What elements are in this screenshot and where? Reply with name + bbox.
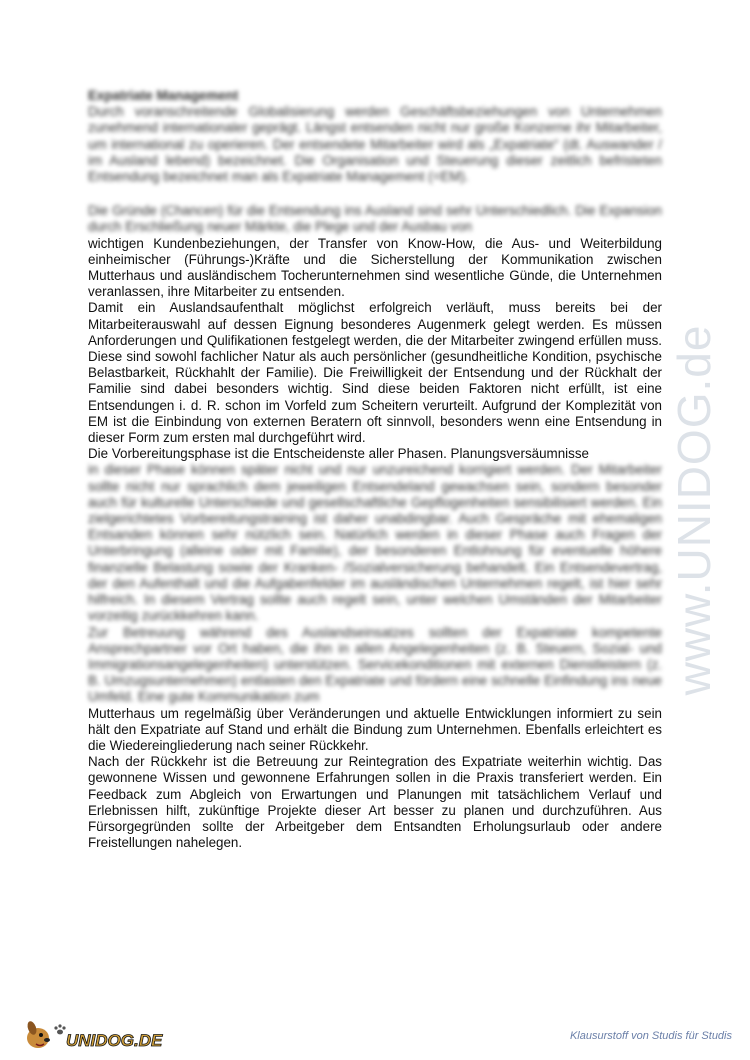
- paragraph-support-blurred: Zur Betreuung während des Auslandseinsatzes sollten der Expatriate kompetente Ansprechpartner vor Ort haben, die ihn in allen Angelegenheiten (z. B. Steuern, Sozial- und Immigrationsangelegenheiten) unterstützen. Servicekonditionen mit externen Dienstleistern (z. B. Umzugsunternehmen) entlasten den Expatriate und fördern eine schnelle Einfindung ins neue Umfeld. Eine gute Kommunikation zum: [88, 624, 662, 705]
- paragraph-return: Nach der Rückkehr ist die Betreuung zur Reintegration des Expatriate weiterhin wichtig. Das gewonnene Wissen und gewonnene Erfahrungen sollen in die Praxis transferiert werden. Ein Feedback zum Abgleich von Erwartungen und Planungen mit tatsächlichem Verlauf und Erlebnissen hilft, zukünftige Projekte dieser Art besser zu planen und durchzuführen. Aus Fürsorgegründen sollte der Arbeitgeber dem Entsandten Erholungsurlaub oder andere Freistellungen nahelegen.: [88, 754, 662, 851]
- watermark-text: www.UNIDOG.de: [668, 324, 721, 696]
- logo-text: UNIDOG.DE: [66, 1031, 163, 1050]
- paragraph-preparation-blurred: in dieser Phase können später nicht und nur unzureichend korrigiert werden. Der Mitarbeiter sollte nicht nur sprachlich dem jeweiligen Entsendeland gewachsen sein, sondern besonder auch für kulturelle Unterschiede und gesellschaftliche Gepflogenheiten sensibilisiert werden. Ein zielgerichtetes Vorbereitungstraining ist daher unabdingbar. Auch Gespräche mit ehemaligen Entsanden können sehr nützlich sein. Natürlich werden in dieser Phase auch Fragen der Unterbringung (alleine oder mit Familie), der besonderen Entlohnung für eventuelle höhere finanzielle Belastung sowie der Kranken- /Sozialversicherung behandelt. Ein Entsendevertrag, der den Aufenthalt und die Aufgabenfelder im ausländischen Unternehmen regelt, ist hier sehr hilfreich. In diesem Vertrag sollte auch regelt sein, unter welchen Umständen der Mitarbeiter vorzeitig zurückkehren kann.: [88, 462, 662, 624]
- paragraph-reasons: wichtigen Kundenbeziehungen, der Transfer von Know-How, die Aus- und Weiterbildung einheimischer (Führungs-)Kräfte und die Sicherstellung der Kommunikation zwischen Mutterhaus und ausländischem Tocherunternehmen sind wesentliche Günde, die Unternehmen veranlassen, ihre Mitarbeiter zu entsenden.: [88, 235, 662, 300]
- document-title: Expatriate Management: [88, 88, 239, 103]
- paragraph-support: Mutterhaus um regelmäßig über Veränderungen und aktuelle Entwicklungen informiert zu sein hält den Expatriate auf Stand und erhält die Bindung zum Unternehmen. Ebenfalls erleichtert es die Wiedereingliederung nach seiner Rückkehr.: [88, 705, 662, 753]
- paragraph-selection: Damit ein Auslandsaufenthalt möglichst erfolgreich verläuft, muss bereits bei der Mitarbeiterauswahl auf dessen Eignung besonderes Augenmerk gelegt werden. Es müssen Anforderungen und Qulifikationen festgelegt werden, die der Mitarbeiter zwingend erfüllen muss. Diese sind sowohl fachlicher Natur als auch persönlicher (gesundheitliche Kondition, psychische Belastbarkeit, Rückhahlt der Familie). Die Freiwilligkeit der Entsendung und der Rückhalt der Familie sind dabei besonders wichtig. Sind diese beiden Faktoren nicht erfüllt, ist eine Entsendungen i. d. R. schon im Vorfeld zum Scheitern verurteilt. Aufgrund der Komplezität von EM ist die Einbindung von externen Beratern oft sinnvoll, besonders wenn eine Entsendung in dieser Form zum ersten mal durchgeführt wird.: [88, 300, 662, 446]
- paragraph-preparation: Die Vorbereitungsphase ist die Entscheidenste aller Phasen. Planungsversäumnisse: [88, 446, 589, 462]
- blurred-intro: [88, 88, 662, 185]
- paragraph-reasons-blurred: Die Gründe (Chancen) für die Entsendung ins Ausland sind sehr Unterschiedlich. Die Expansion durch Erschließung neuer Märkte, die Plege und der Ausbau von: [88, 203, 662, 235]
- dog-mascot-icon: [26, 1020, 50, 1048]
- watermark: [668, 290, 728, 730]
- document-body: [88, 88, 662, 851]
- paragraph-intro: Durch voranschreitende Globalisierung werden Geschäftsbeziehungen von Unternehmen zunehmend internationaler geprägt. Längst entsenden nicht nur große Konzerne ihr Mitarbeiter, um international zu operieren. Der entsendete Mitarbeiter wird als „Expatriate“ (dt. Auswander / im Ausland lebend) bezeichnet. Die Organisation und Steuerung dieser zeitlich befristeten Entsendung bezeichnet man als Expatriate Management (=EM).: [88, 104, 662, 185]
- footer-tagline: Klausurstoff von Studis für Studis: [569, 1030, 732, 1042]
- unidog-logo: [22, 1018, 172, 1052]
- paw-icon: [54, 1024, 65, 1034]
